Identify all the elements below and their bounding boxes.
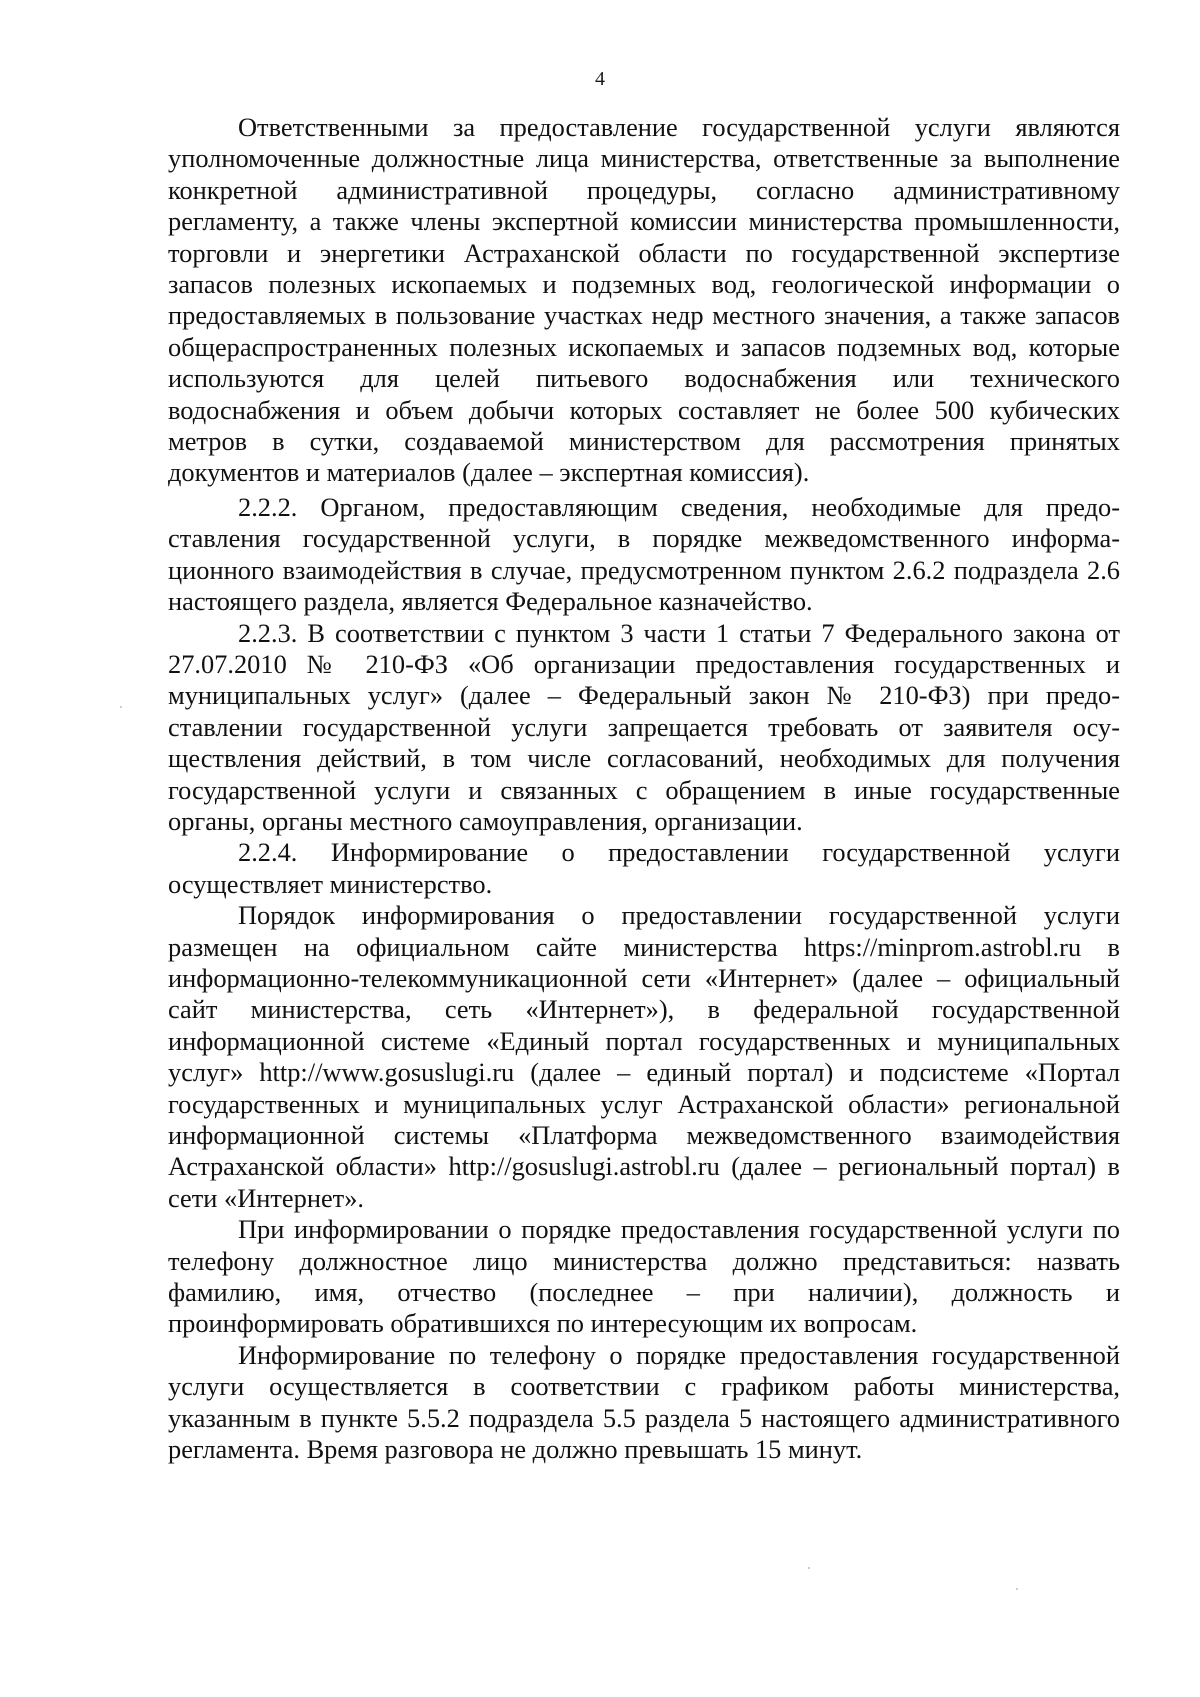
document-body: [168, 112, 1120, 1465]
scan-speck: [808, 1567, 810, 1569]
paragraph-2-2-4: 2.2.4. Информирование о предоставлении государственной услуги осуществляет министерство.: [168, 837, 1120, 899]
paragraph-phone-schedule: Информирование по телефону о порядке предоставления государственной услуги осуществляется в соответствии с графиком работы министерства, указанным в пункте 5.5.2 подраздела 5.5 раздела 5 настоящего административного регламента. Время разговора не должно превышать 15 минут.: [168, 1339, 1120, 1465]
scan-speck: [120, 706, 122, 708]
paragraph-information-procedure: Порядок информирования о предоставлении государственной услуги размещен на официальном сайте министерства https://minprom.astrobl.ru в информационно-телекоммуникационной сети «Интернет» (далее – официальный сайт министерства, сеть «Интернет»), в федеральной государственной информационной системе «Единый портал государственных и муниципальных услуг» http://www.gosuslugi.ru (далее – единый портал) и подсистеме «Портал государственных и муниципальных услуг Астраханской области» региональной информационной системы «Платформа межведомственного взаимодействия Астраханской области» http://gosuslugi.astrobl.ru (далее – региональный портал) в сети «Интернет».: [168, 900, 1120, 1213]
page-number: 4: [595, 68, 605, 90]
paragraph-2-2-3: 2.2.3. В соответствии с пунктом 3 части 1 статьи 7 Федерального закона от 27.07.2010 № 210-ФЗ «Об организации предоставления государственных и муниципальных услуг» (далее – Федеральный закон № 210-ФЗ) при предоставлении государственной услуги запрещается требовать от заявителя осуществления действий, в том числе согласований, необходимых для получения государственной услуги и связанных с обращением в иные государственные органы, органы местного самоуправления, организации.: [168, 617, 1120, 836]
paragraph-2-2-2: 2.2.2. Органом, предоставляющим сведения, необходимые для предоставления государственной услуги, в порядке межведомственного информационного взаимодействия в случае, предусмотренном пунктом 2.6.2 подраздела 2.6 настоящего раздела, является Федеральное казначейство.: [168, 491, 1120, 617]
paragraph-responsible-persons: Ответственными за предоставление государственной услуги являются уполномоченные должностные лица министерства, ответственные за выполнение конкретной административной процедуры, согласно административному регламенту, а также члены экспертной комиссии министерства промышленности, торговли и энергетики Астраханской области по государственной экспертизе запасов полезных ископаемых и подземных вод, геологической информации о предоставляемых в пользование участках недр местного значения, а также запасов общераспространенных полезных ископаемых и запасов подземных вод, которые используются для целей питьевого водоснабжения или технического водоснабжения и объем добычи которых составляет не более 500 кубических метров в сутки, создаваемой министерством для рассмотрения принятых документов и материалов (далее – экспертная комиссия).: [168, 112, 1120, 488]
scan-speck: [1016, 1588, 1018, 1590]
paragraph-phone-informing: При информировании о порядке предоставления государственной услуги по телефону должностное лицо министерства должно представиться: назвать фамилию, имя, отчество (последнее – при наличии), должность и проинформировать обратившихся по интересующим их вопросам.: [168, 1214, 1120, 1339]
